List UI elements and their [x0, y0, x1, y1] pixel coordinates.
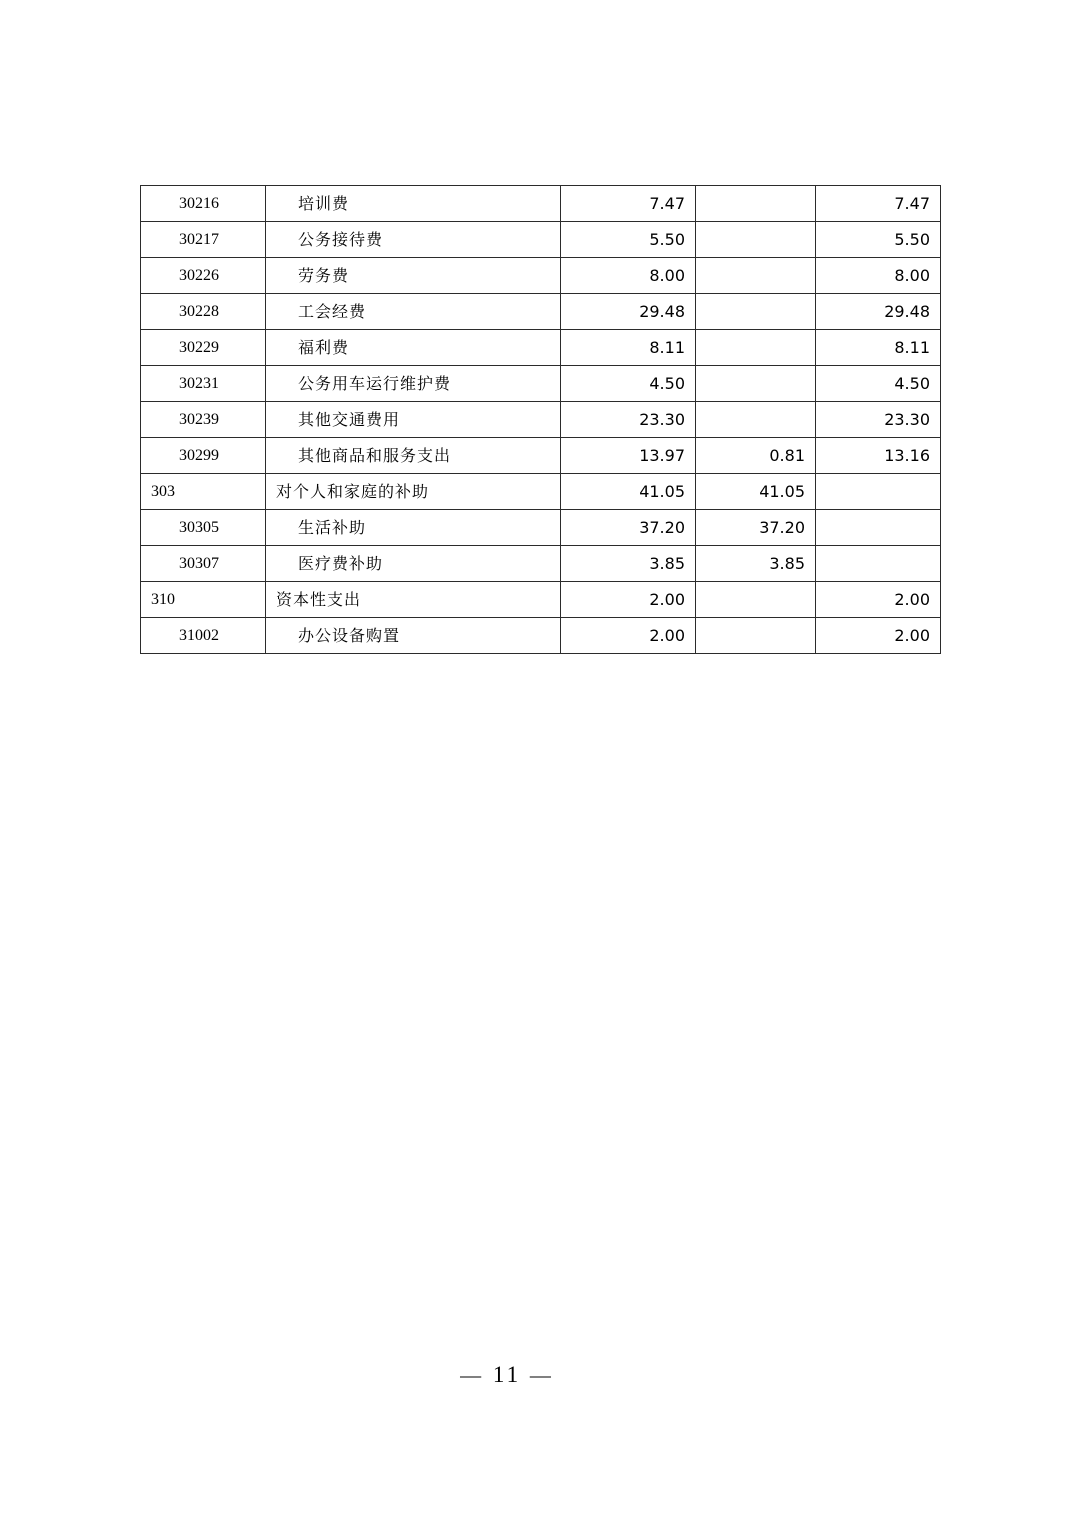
cell-basic-expenditure — [696, 222, 816, 258]
table-row — [141, 402, 941, 438]
cell-subject-code: 30229 — [141, 330, 266, 366]
cell-subject-code: 303 — [141, 474, 266, 510]
table-row — [141, 546, 941, 582]
cell-total-amount: 29.48 — [561, 294, 696, 330]
cell-total-amount: 7.47 — [561, 186, 696, 222]
cell-basic-expenditure — [696, 582, 816, 618]
cell-subject-code: 30307 — [141, 546, 266, 582]
cell-total-amount: 2.00 — [561, 618, 696, 654]
cell-subject-code: 30239 — [141, 402, 266, 438]
cell-subject-name: 培训费 — [266, 186, 561, 222]
cell-total-amount: 8.11 — [561, 330, 696, 366]
table-row — [141, 582, 941, 618]
cell-subject-name: 劳务费 — [266, 258, 561, 294]
cell-subject-code: 30226 — [141, 258, 266, 294]
cell-project-expenditure: 2.00 — [816, 618, 941, 654]
cell-total-amount: 23.30 — [561, 402, 696, 438]
cell-basic-expenditure — [696, 294, 816, 330]
cell-basic-expenditure: 3.85 — [696, 546, 816, 582]
cell-basic-expenditure: 37.20 — [696, 510, 816, 546]
cell-basic-expenditure — [696, 618, 816, 654]
table-row — [141, 258, 941, 294]
page-number — [0, 1362, 1074, 1388]
table-row — [141, 366, 941, 402]
cell-subject-code: 310 — [141, 582, 266, 618]
cell-project-expenditure: 23.30 — [816, 402, 941, 438]
cell-project-expenditure — [816, 474, 941, 510]
cell-total-amount: 8.00 — [561, 258, 696, 294]
table-body — [141, 186, 941, 654]
cell-basic-expenditure — [696, 258, 816, 294]
cell-basic-expenditure: 41.05 — [696, 474, 816, 510]
cell-project-expenditure: 2.00 — [816, 582, 941, 618]
cell-total-amount: 13.97 — [561, 438, 696, 474]
cell-total-amount: 37.20 — [561, 510, 696, 546]
cell-total-amount: 5.50 — [561, 222, 696, 258]
cell-project-expenditure: 8.11 — [816, 330, 941, 366]
cell-project-expenditure: 7.47 — [816, 186, 941, 222]
budget-expenditure-table — [140, 185, 941, 654]
cell-basic-expenditure — [696, 366, 816, 402]
cell-project-expenditure — [816, 546, 941, 582]
cell-subject-name: 对个人和家庭的补助 — [266, 474, 561, 510]
cell-project-expenditure: 8.00 — [816, 258, 941, 294]
table-row — [141, 618, 941, 654]
cell-subject-name: 其他商品和服务支出 — [266, 438, 561, 474]
page-number-value: 11 — [492, 1362, 522, 1387]
cell-subject-name: 其他交通费用 — [266, 402, 561, 438]
cell-project-expenditure: 29.48 — [816, 294, 941, 330]
table-row — [141, 294, 941, 330]
cell-project-expenditure: 4.50 — [816, 366, 941, 402]
cell-basic-expenditure — [696, 402, 816, 438]
cell-subject-name: 生活补助 — [266, 510, 561, 546]
table-row — [141, 186, 941, 222]
cell-subject-code: 30299 — [141, 438, 266, 474]
cell-total-amount: 4.50 — [561, 366, 696, 402]
table-row — [141, 330, 941, 366]
table-row — [141, 438, 941, 474]
cell-subject-name: 资本性支出 — [266, 582, 561, 618]
table-row — [141, 510, 941, 546]
cell-subject-name: 公务用车运行维护费 — [266, 366, 561, 402]
cell-project-expenditure: 5.50 — [816, 222, 941, 258]
cell-total-amount: 2.00 — [561, 582, 696, 618]
cell-subject-code: 30231 — [141, 366, 266, 402]
cell-subject-name: 工会经费 — [266, 294, 561, 330]
cell-basic-expenditure — [696, 330, 816, 366]
cell-project-expenditure — [816, 510, 941, 546]
page-marker-right: — — [529, 1363, 554, 1387]
cell-subject-code: 31002 — [141, 618, 266, 654]
table-row — [141, 474, 941, 510]
cell-subject-name: 福利费 — [266, 330, 561, 366]
cell-total-amount: 41.05 — [561, 474, 696, 510]
cell-subject-name: 公务接待费 — [266, 222, 561, 258]
cell-subject-name: 医疗费补助 — [266, 546, 561, 582]
table-row — [141, 222, 941, 258]
cell-project-expenditure: 13.16 — [816, 438, 941, 474]
cell-basic-expenditure: 0.81 — [696, 438, 816, 474]
cell-subject-name: 办公设备购置 — [266, 618, 561, 654]
cell-basic-expenditure — [696, 186, 816, 222]
cell-total-amount: 3.85 — [561, 546, 696, 582]
cell-subject-code: 30228 — [141, 294, 266, 330]
cell-subject-code: 30217 — [141, 222, 266, 258]
page-marker-left: — — [460, 1363, 485, 1387]
cell-subject-code: 30305 — [141, 510, 266, 546]
cell-subject-code: 30216 — [141, 186, 266, 222]
